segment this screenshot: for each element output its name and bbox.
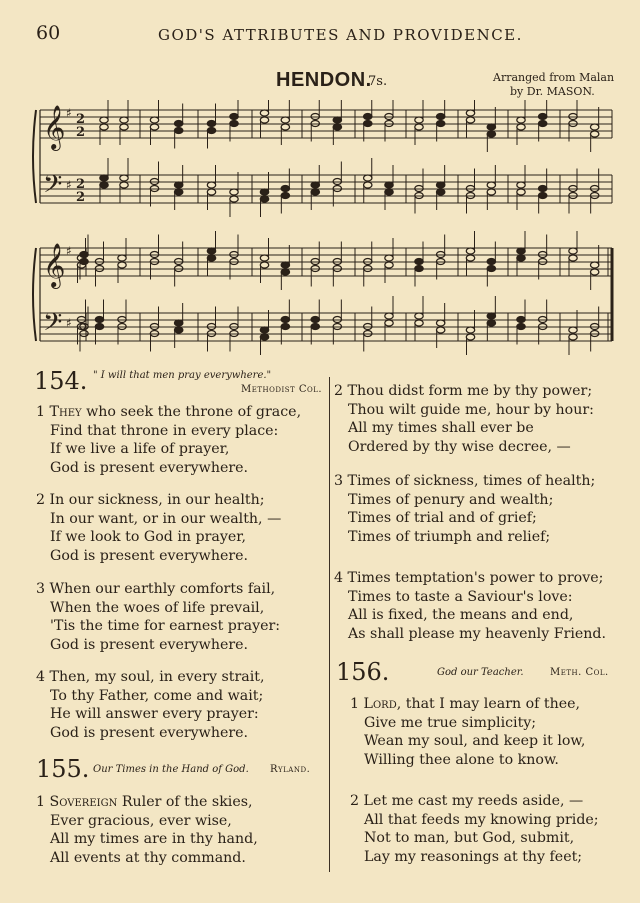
hymn-author: Meth. Col. <box>550 667 609 678</box>
running-title: GOD'S ATTRIBUTES AND PROVIDENCE. <box>158 26 523 44</box>
stanza-line: Give me true simplicity; <box>364 714 537 731</box>
stanza-first-line <box>350 794 583 808</box>
svg-text:2: 2 <box>76 190 86 205</box>
stanza-line-text: Let me cast my reeds aside, — <box>363 793 584 809</box>
stanza-line: God is present everywhere. <box>50 547 249 564</box>
stanza-line: To thy Father, come and wait; <box>50 687 264 704</box>
stanza-line: Ordered by thy wise decree, — <box>348 438 571 455</box>
stanza-line: In our want, or in our wealth, — <box>50 510 282 527</box>
column-divider <box>329 377 330 872</box>
stanza-number: 4 <box>334 570 348 586</box>
svg-text:𝄢: 𝄢 <box>43 308 63 343</box>
arranger-line-2: by Dr. MASON. <box>510 85 595 98</box>
stanza-line: Find that throne in every place: <box>50 422 279 439</box>
hymn-author: Methodist Col. <box>241 384 323 395</box>
stanza-line: God is present everywhere. <box>50 636 249 653</box>
svg-text:2: 2 <box>76 125 86 140</box>
stanza-line: All events at thy command. <box>50 849 246 866</box>
stanza-line: When the woes of life prevail, <box>50 599 265 616</box>
stanza-line: Times of triumph and relief; <box>348 528 551 545</box>
stanza-first-line <box>350 697 580 711</box>
stanza-number: 2 <box>334 383 348 399</box>
stanza-line: Lay my reasonings at thy feet; <box>364 848 583 865</box>
stanza-number: 3 <box>334 473 348 489</box>
stanza-line: God is present everywhere. <box>50 459 249 476</box>
svg-text:♯: ♯ <box>66 178 72 192</box>
stanza-line: As shall please my heavenly Friend. <box>348 625 607 642</box>
arranger-line-1: Arranged from Malan <box>493 71 615 84</box>
stanza-number: 4 <box>36 669 50 685</box>
stanza-line: 'Tis the time for earnest prayer: <box>50 618 281 635</box>
stanza-line: Willing thee alone to know. <box>364 751 559 768</box>
stanza-first-line <box>36 795 253 809</box>
stanza-line-text: When our earthly comforts fail, <box>49 581 276 597</box>
stanza-line: God is present everywhere. <box>50 724 249 741</box>
stanza-line-text: Then, my soul, in every strait, <box>49 669 265 685</box>
svg-text:2: 2 <box>76 112 86 127</box>
svg-text:♯: ♯ <box>66 106 72 120</box>
stanza-line-text: that I may learn of thee, <box>401 696 581 712</box>
stanza-line-text: In our sickness, in our health; <box>49 492 265 508</box>
stanza-line: All my times shall ever be <box>348 420 534 437</box>
stanza-line: Wean my soul, and keep it low, <box>364 733 586 750</box>
stanza-line: Times of penury and wealth; <box>348 491 554 508</box>
stanza-initial-word: Sovereign <box>49 794 118 810</box>
tune-title: HENDON. <box>276 69 372 91</box>
stanza-number: 2 <box>350 793 364 809</box>
stanza-line: If we live a life of prayer, <box>50 441 230 458</box>
stanza-initial-word: They <box>49 404 82 420</box>
stanza-line: All is fixed, the means and end, <box>348 607 574 624</box>
svg-text:♯: ♯ <box>66 244 72 258</box>
stanza-first-line <box>36 670 264 684</box>
hymn-number: 154. <box>34 367 88 395</box>
page-number: 60 <box>36 22 61 44</box>
stanza-initial-word: Lord, <box>363 696 402 712</box>
stanza-line-text: Times temptation's power to prove; <box>347 570 604 586</box>
stanza-line-text: Times of sickness, times of health; <box>347 473 596 489</box>
stanza-first-line <box>36 493 265 507</box>
hymn-subtitle: God our Teacher. <box>437 667 524 678</box>
hymn-number: 155. <box>36 755 90 783</box>
hymn-subtitle: " I will that men pray everywhere." <box>93 370 272 381</box>
stanza-line-text: Thou didst form me by thy power; <box>347 383 593 399</box>
hymn-subtitle: Our Times in the Hand of God. <box>93 764 249 775</box>
stanza-line: Ever gracious, ever wise, <box>50 812 232 829</box>
music-system-1 <box>0 100 640 220</box>
stanza-line: He will answer every prayer: <box>50 706 259 723</box>
svg-text:𝄞: 𝄞 <box>43 243 66 287</box>
stanza-number: 3 <box>36 581 50 597</box>
hymn-number: 156. <box>336 658 390 686</box>
svg-text:𝄞: 𝄞 <box>43 105 66 149</box>
tune-meter: 7s. <box>368 74 388 89</box>
music-system-2 <box>0 228 640 358</box>
stanza-first-line <box>334 384 592 398</box>
stanza-line: Times of trial and of grief; <box>348 510 537 527</box>
svg-text:𝄢: 𝄢 <box>43 170 63 205</box>
stanza-line: Times to taste a Saviour's love: <box>348 588 573 605</box>
svg-text:♯: ♯ <box>66 316 72 330</box>
stanza-number: 1 <box>36 794 50 810</box>
stanza-number: 1 <box>36 404 50 420</box>
stanza-first-line <box>36 405 301 419</box>
stanza-line-text: who seek the throne of grace, <box>81 404 302 420</box>
stanza-line: All my times are in thy hand, <box>50 831 258 848</box>
stanza-first-line <box>334 474 595 488</box>
stanza-line: Thou wilt guide me, hour by hour: <box>348 401 594 418</box>
stanza-line: If we look to God in prayer, <box>50 529 247 546</box>
svg-text:2: 2 <box>76 177 86 192</box>
stanza-line: All that feeds my knowing pride; <box>364 811 599 828</box>
stanza-number: 2 <box>36 492 50 508</box>
stanza-line: Not to man, but God, submit, <box>364 830 575 847</box>
stanza-number: 1 <box>350 696 364 712</box>
stanza-line-text: Ruler of the skies, <box>117 794 253 810</box>
stanza-first-line <box>334 571 603 585</box>
hymn-author: Ryland. <box>270 764 311 775</box>
stanza-first-line <box>36 582 275 596</box>
